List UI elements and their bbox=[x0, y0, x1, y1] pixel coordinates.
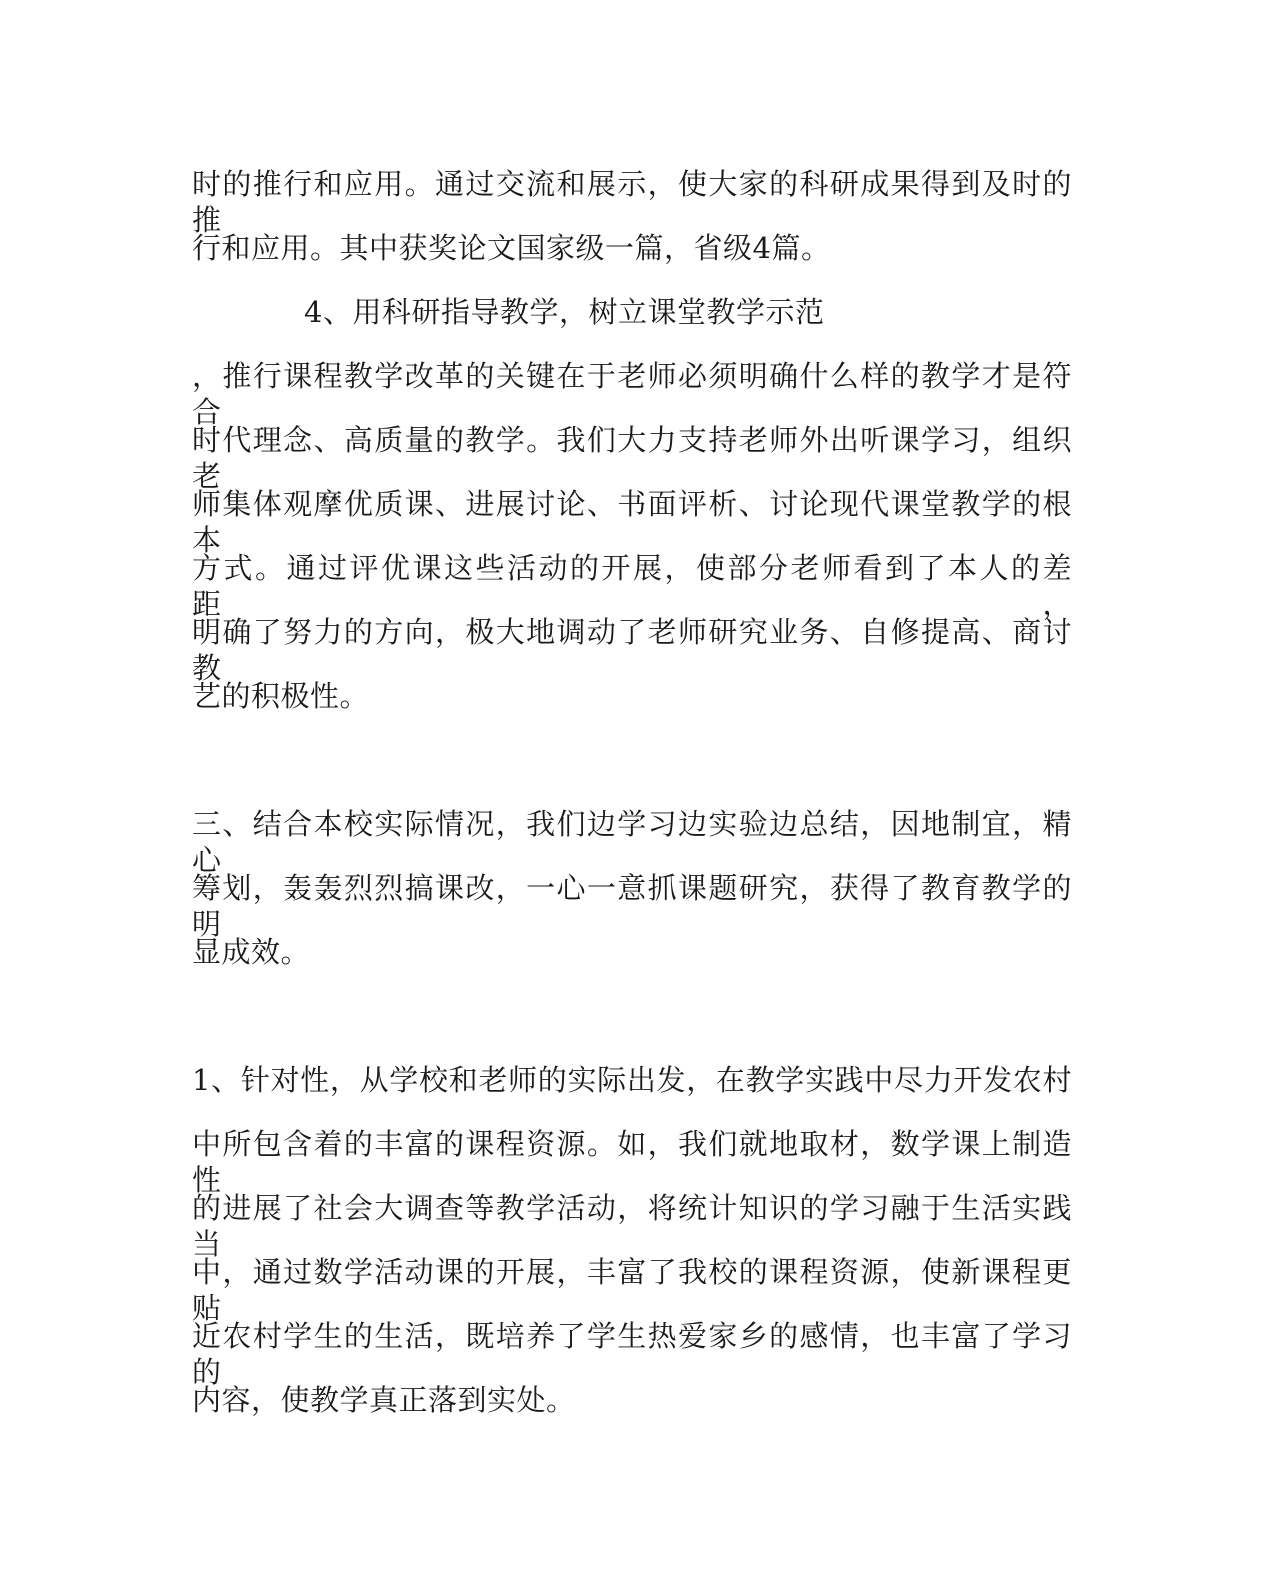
text-line: 艺的积极性。 bbox=[192, 679, 370, 713]
text-line: 近农村学生的生活，既培养了学生热爱家乡的感情，也丰富了学习的 bbox=[192, 1319, 1072, 1389]
text-line: 筹划，轰轰烈烈搞课改，一心一意抓课题研究，获得了教育教学的明 bbox=[192, 871, 1072, 941]
text-line: 中，通过数学活动课的开展，丰富了我校的课程资源，使新课程更贴 bbox=[192, 1255, 1072, 1325]
section-heading: 4、用科研指导教学，树立课堂教学示范 bbox=[304, 295, 825, 329]
text-line: 行和应用。其中获奖论文国家级一篇，省级4篇。 bbox=[192, 231, 831, 265]
text-line: 师集体观摩优质课、进展讨论、书面评析、讨论现代课堂教学的根本 bbox=[192, 487, 1072, 557]
text-line: 的进展了社会大调查等教学活动，将统计知识的学习融于生活实践当 bbox=[192, 1191, 1072, 1261]
text-line: ，推行课程教学改革的关键在于老师必须明确什么样的教学才是符合 bbox=[192, 359, 1072, 429]
text-line: 显成效。 bbox=[192, 935, 311, 969]
section-heading: 三、结合本校实际情况，我们边学习边实验边总结，因地制宜，精心 bbox=[192, 807, 1072, 877]
text-line: 方式。通过评优课这些活动的开展，使部分老师看到了本人的差距， bbox=[192, 551, 1072, 621]
text-line: 时的推行和应用。通过交流和展示，使大家的科研成果得到及时的推 bbox=[192, 167, 1072, 237]
text-line: 时代理念、高质量的教学。我们大力支持老师外出听课学习，组织老 bbox=[192, 423, 1072, 493]
text-line: 内容，使教学真正落到实处。 bbox=[192, 1383, 576, 1417]
text-line: 中所包含着的丰富的课程资源。如，我们就地取材，数学课上制造性 bbox=[192, 1127, 1072, 1197]
text-line: 1、针对性，从学校和老师的实际出发，在教学实践中尽力开发农村 bbox=[192, 1063, 1072, 1097]
text-line: 明确了努力的方向，极大地调动了老师研究业务、自修提高、商讨教 bbox=[192, 615, 1072, 685]
